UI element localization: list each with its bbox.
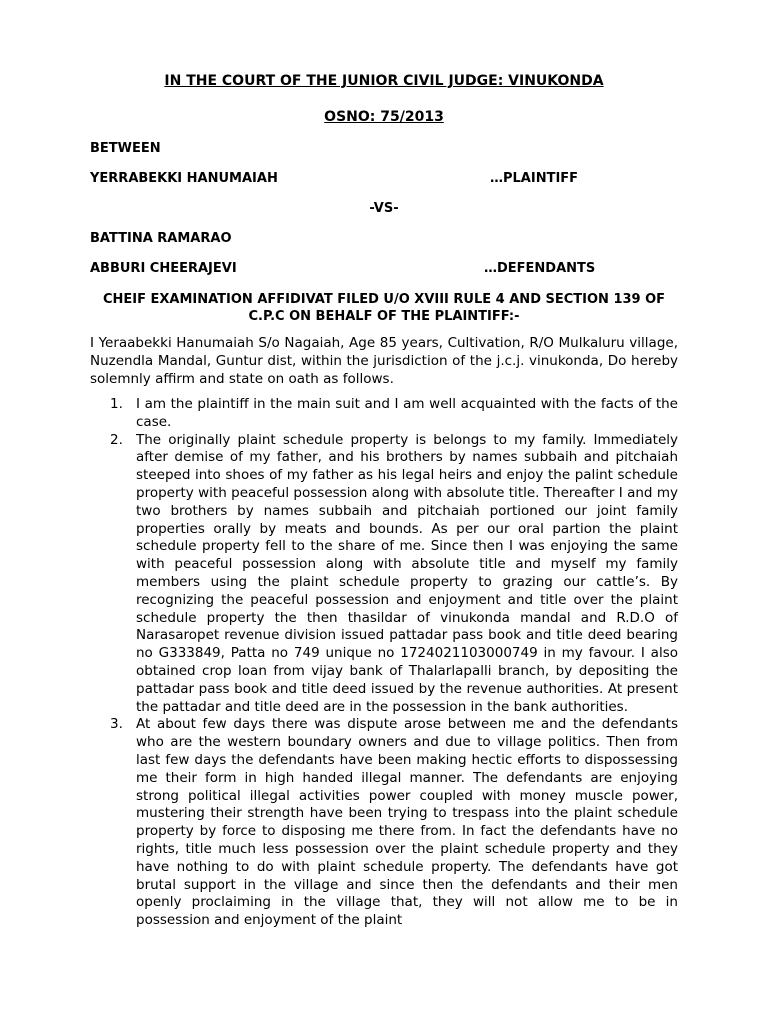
intro-paragraph: I Yeraabekki Hanumaiah S/o Nagaiah, Age 85 years, Cultivation, R/O Mulkaluru village, Nuzendla Mandal, Guntur dist, within the jurisdiction of the j.c.j. vinukonda, Do hereby solemnly affirm and state on oath as follows. xyxy=(90,335,678,387)
statement-text: At about few days there was dispute arose between me and the defendants who are the western boundary owners and due to village politics. Then from last few days the defendants have been making hectic efforts to dispossessing me their form in high handed illegal manner. The defendants are enjoying strong political illegal activities power coupled with money muscle power, mustering their strength have been trying to trespass into the plaint schedule property by force to disposing me there from. In fact the defendants have no rights, title much less possession over the plaint schedule property and they have nothing to do with plaint schedule property. The defendants have got brutal support in the village and since then the defendants and their men openly proclaiming in the village that, they will not allow me to be in possession and enjoyment of the plaint xyxy=(136,716,678,929)
case-number: OSNO: 75/2013 xyxy=(324,109,444,125)
statement-number: 1. xyxy=(110,396,123,412)
defendants-role: …DEFENDANTS xyxy=(484,261,596,276)
plaintiff-role: …PLAINTIFF xyxy=(490,171,579,186)
statement-list xyxy=(90,396,678,930)
statement-item xyxy=(90,396,678,432)
statement-item xyxy=(90,716,678,930)
versus-label: -VS- xyxy=(369,201,399,216)
plaintiff-name: YERRABEKKI HANUMAIAH xyxy=(90,171,278,186)
court-title: IN THE COURT OF THE JUNIOR CIVIL JUDGE: VINUKONDA xyxy=(164,73,604,89)
statement-number: 3. xyxy=(110,716,123,733)
defendant-name-1: BATTINA RAMARAO xyxy=(90,231,232,246)
statement-number: 2. xyxy=(110,431,123,448)
statement-text: I am the plaintiff in the main suit and I am well acquainted with the facts of the case. xyxy=(136,396,678,430)
statement-text: The originally plaint schedule property is belongs to my family. Immediately after demise of my father, and his brothers by names subbaih and pitchaiah steeped into shoes of my father as his legal heirs and enjoy the palint schedule property with peaceful possession along with absolute title. Thereafter I and my two brothers by names subbaih and pitchaiah portioned our joint family properties orally by meats and bounds. As per our oral partion the plaint schedule property fell to the share of me. Since then I was enjoying the same with peaceful possession along with absolute title and myself my family members using the plaint schedule property to grazing our cattle’s. By recognizing the peaceful possession and enjoyment and title over the plaint schedule property the then thasildar of vinukonda mandal and R.D.O of Narasaropet revenue division issued pattadar pass book and title deed bearing no G333849, Patta no 749 unique no 1724021103000749 in my favour. I also obtained crop loan from vijay bank of Thalarlapalli branch, by depositing the pattadar pass book and title deed issued by the revenue authorities. At present the pattadar and title deed are in the possession in the bank authorities. xyxy=(136,431,678,715)
between-label: BETWEEN xyxy=(90,141,161,156)
defendant-name-2: ABBURI CHEERAJEVI xyxy=(90,261,237,276)
statement-item xyxy=(90,432,678,717)
affidavit-title: CHEIF EXAMINATION AFFIDIVAT FILED U/O XVIII RULE 4 AND SECTION 139 OF C.P.C ON BEHALF OF THE PLAINTIFF:- xyxy=(102,292,666,324)
